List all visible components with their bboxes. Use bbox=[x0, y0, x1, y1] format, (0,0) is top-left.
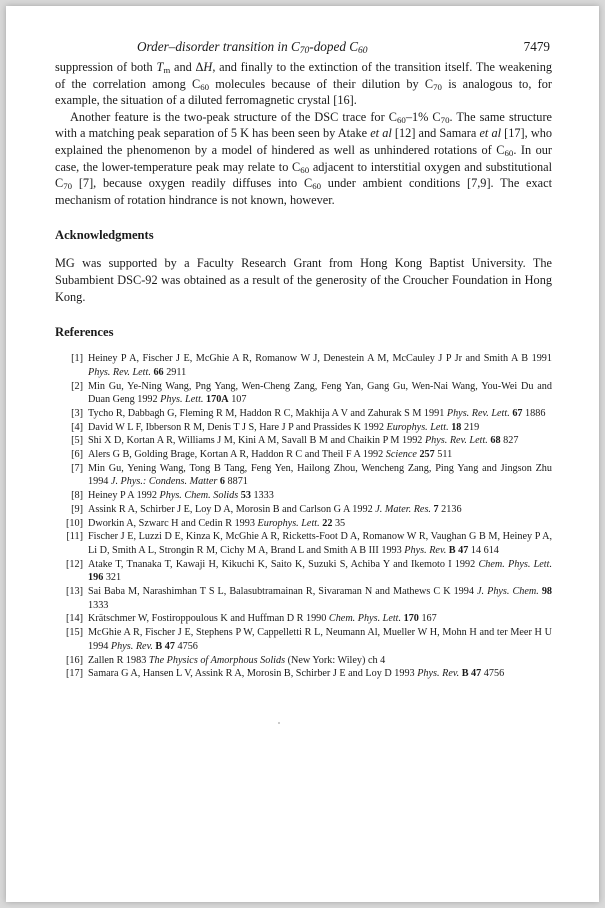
reference-number: [16] bbox=[66, 654, 83, 666]
paragraph-1: suppression of both $T_m$ and ΔH, and finally to the extinction of the transition itself. The weakening of the correlation among $C_{60}$ molecules because of their dilution by $C_{70}$ is analogous to, for example, the situation of a diluted ferromagnetic crystal [16]. bbox=[55, 60, 552, 108]
reference-number: [8] bbox=[71, 490, 83, 502]
reference-volume: 67 bbox=[512, 407, 523, 419]
reference-number: [7] bbox=[71, 462, 83, 474]
reference-volume: 257 bbox=[419, 449, 435, 461]
reference-journal: Phys. Rev. bbox=[110, 640, 153, 652]
acknowledgments-heading: Acknowledgments bbox=[55, 228, 154, 243]
reference-pages: 8871 bbox=[224, 476, 248, 488]
scan-speck bbox=[278, 722, 280, 724]
reference-authors: Min Gu, Ye-Ning Wang, Png Yang, Wen-Cheng Zang, Feng Yan, Gang Gu, Wen-Nai Wang, You-Wei Du and Duan Geng 1992 bbox=[88, 380, 552, 406]
reference-journal: J. Phys.: Condens. Matter bbox=[110, 476, 218, 488]
reference-journal: Science bbox=[385, 449, 417, 461]
reference-pages: 511 bbox=[434, 449, 453, 461]
reference-authors: Alers G B, Golding Brage, Kortan A R, Haddon R C and Theil F A 1992 bbox=[88, 449, 386, 461]
reference-journal: Phys. Rev. Lett. bbox=[88, 366, 151, 378]
reference-authors: Assink R A, Schirber J E, Loy D A, Morosin B and Carlson G A 1992 bbox=[88, 503, 376, 515]
reference-volume: 18 bbox=[451, 421, 462, 433]
reference-journal: Phys. Chem. Solids bbox=[159, 490, 239, 502]
reference-number: [12] bbox=[66, 558, 83, 570]
reference-volume: 68 bbox=[490, 435, 501, 447]
reference-authors: Shi X D, Kortan A R, Williams J M, Kini A M, Savall B M and Chaikin P M 1992 bbox=[88, 435, 425, 447]
reference-volume: B 47 bbox=[461, 668, 482, 680]
reference-pages: 107 bbox=[228, 394, 247, 406]
reference-volume: 53 bbox=[240, 490, 251, 502]
reference-item bbox=[55, 654, 552, 668]
running-header bbox=[55, 39, 552, 59]
reference-volume: 7 bbox=[433, 503, 439, 515]
reference-volume: B 47 bbox=[448, 544, 469, 556]
reference-item bbox=[55, 407, 552, 421]
acknowledgments-section bbox=[55, 255, 552, 305]
reference-number: [10] bbox=[66, 517, 83, 529]
reference-authors: Zallen R 1983 bbox=[88, 654, 149, 666]
reference-number: [3] bbox=[71, 407, 83, 419]
reference-journal: Phys. Rev. Lett. bbox=[446, 407, 510, 419]
reference-authors: Sai Baba M, Narashimhan T S L, Balasubtramainan R, Sivaraman N and Mathews C K 1994 bbox=[88, 586, 477, 598]
reference-journal: Europhys. Lett. bbox=[386, 421, 449, 433]
reference-number: [9] bbox=[71, 503, 83, 515]
reference-authors: Atake T, Tnanaka T, Kawaji H, Kikuchi K, Saito K, Suzuki S, Achiba Y and Ikemoto I 1992 bbox=[88, 558, 479, 570]
reference-authors: David W L F, Ibberson R M, Denis T J S, Hare J P and Prassides K 1992 bbox=[88, 421, 387, 433]
reference-pages: (New York: Wiley) ch 4 bbox=[287, 654, 386, 666]
reference-pages: 321 bbox=[103, 572, 122, 584]
reference-number: [13] bbox=[66, 586, 83, 598]
reference-pages: 2911 bbox=[163, 366, 187, 378]
reference-item bbox=[55, 434, 552, 448]
reference-journal: The Physics of Amorphous Solids bbox=[148, 654, 286, 666]
reference-item bbox=[55, 421, 552, 435]
reference-number: [11] bbox=[66, 531, 83, 543]
reference-number: [14] bbox=[66, 613, 83, 625]
reference-number: [5] bbox=[71, 435, 83, 447]
reference-authors: Tycho R, Dabbagh G, Fleming R M, Haddon R C, Makhija A V and Zahurak S M 1991 bbox=[88, 407, 447, 419]
reference-pages: 1886 bbox=[522, 407, 546, 419]
reference-item bbox=[55, 626, 552, 653]
reference-item bbox=[55, 503, 552, 517]
reference-pages: 219 bbox=[461, 421, 480, 433]
references-list bbox=[55, 352, 552, 681]
reference-pages: 167 bbox=[418, 613, 437, 625]
reference-journal: J. Mater. Res. bbox=[375, 503, 431, 515]
reference-volume: 170 bbox=[403, 613, 419, 625]
reference-journal: Phys. Lett. bbox=[160, 394, 204, 406]
reference-authors: Samara G A, Hansen L V, Assink R A, Morosin B, Schirber J E and Loy D 1993 bbox=[88, 668, 418, 680]
reference-number: [1] bbox=[71, 353, 83, 365]
reference-journal: Chem. Phys. Lett. bbox=[478, 558, 553, 570]
reference-volume: 6 bbox=[219, 476, 225, 488]
reference-pages: 1333 bbox=[88, 599, 109, 611]
reference-pages: 1333 bbox=[250, 490, 274, 502]
reference-item bbox=[55, 352, 552, 379]
reference-number: [4] bbox=[71, 421, 83, 433]
reference-pages: 2136 bbox=[438, 503, 462, 515]
reference-item bbox=[55, 585, 552, 612]
reference-number: [15] bbox=[66, 627, 83, 639]
reference-number: [17] bbox=[66, 668, 83, 680]
body-text bbox=[55, 59, 552, 208]
reference-authors: Min Gu, Yening Wang, Tong B Tang, Feng Yen, Hailong Zhou, Wencheng Zang, Ping Yang and Jingson Zhu 1994 bbox=[88, 462, 552, 488]
references-heading: References bbox=[55, 325, 114, 340]
reference-volume: B 47 bbox=[155, 640, 175, 652]
reference-pages: 827 bbox=[500, 435, 519, 447]
reference-volume: 196 bbox=[88, 572, 104, 584]
page-number: 7479 bbox=[523, 39, 550, 54]
reference-item bbox=[55, 530, 552, 557]
reference-authors: Heiney P A 1992 bbox=[88, 490, 160, 502]
reference-item bbox=[55, 558, 552, 585]
running-title: Order–disorder transition in $C_{70}$-doped $C_{60}$ bbox=[137, 39, 368, 56]
reference-item bbox=[55, 517, 552, 531]
reference-authors: McGhie A R, Fischer J E, Stephens P W, Cappelletti R L, Neumann Al, Mueller W H, Mohn H and ter Meer H U 1994 bbox=[88, 627, 552, 652]
reference-authors: Fischer J E, Luzzi D E, Kinza K, McGhie A R, Ricketts-Foot D A, Romanow W R, Vaughan G B M, Heiney P A, Li D, Smith A L, Strongin R M, Cichy M A, Brand L and Smith A B III 1993 bbox=[88, 531, 552, 556]
reference-pages: 4756 bbox=[481, 668, 505, 680]
reference-pages: 14 614 bbox=[468, 544, 499, 556]
reference-journal: Chem. Phys. Lett. bbox=[328, 613, 402, 625]
reference-pages: 4756 bbox=[174, 640, 198, 652]
reference-item bbox=[55, 489, 552, 503]
paragraph-2: Another feature is the two-peak structure of the DSC trace for $C_{60}-1\%$ $C_{70}$. The same structure with a matching peak separation of 5 K has been seen by Atake et al [12] and Samara et al [17], who explained the phenomenon by a model of hindered as well as unhindered rotations of $C_{60}$. In our case, the lower-temperature peak may relate to $C_{60}$ adjacent to interstitial oxygen and substitutional $C_{70}$ [7], because oxygen readily diffuses into $C_{60}$ under ambient conditions [7,9]. The exact mechanism of rotation hindrance is not known, however. bbox=[55, 109, 553, 207]
page-content bbox=[55, 39, 552, 681]
reference-item bbox=[55, 667, 552, 681]
reference-item bbox=[55, 380, 552, 407]
reference-item bbox=[55, 462, 552, 489]
reference-journal: Phys. Rev. bbox=[417, 668, 460, 680]
reference-number: [6] bbox=[71, 449, 83, 461]
reference-authors: Dworkin A, Szwarc H and Cedin R 1993 bbox=[88, 517, 258, 529]
reference-authors: Heiney P A, Fischer J E, McGhie A R, Romanow W J, Denestein A M, McCauley J P Jr and Smith A B 1991 bbox=[88, 353, 552, 365]
reference-authors: Krätschmer W, Fostiroppoulous K and Huffman D R 1990 bbox=[88, 613, 329, 625]
reference-journal: Phys. Rev. Lett. bbox=[424, 435, 488, 447]
reference-item bbox=[55, 612, 552, 626]
reference-pages: 35 bbox=[332, 517, 346, 529]
acknowledgments-text: MG was supported by a Faculty Research Grant from Hong Kong Baptist University. The Subambient DSC-92 was obtained as a result of the generosity of the Croucher Foundation in Hong Kong. bbox=[55, 256, 552, 304]
reference-number: [2] bbox=[71, 380, 83, 392]
reference-volume: 66 bbox=[153, 366, 164, 378]
reference-volume: 22 bbox=[322, 517, 333, 529]
reference-journal: Europhys. Lett. bbox=[257, 517, 320, 529]
reference-volume: 98 bbox=[541, 586, 553, 598]
reference-journal: Phys. Rev. bbox=[404, 544, 447, 556]
reference-volume: 170A bbox=[206, 394, 229, 406]
reference-item bbox=[55, 448, 552, 462]
reference-journal: J. Phys. Chem. bbox=[477, 586, 539, 598]
document-page bbox=[6, 6, 599, 902]
